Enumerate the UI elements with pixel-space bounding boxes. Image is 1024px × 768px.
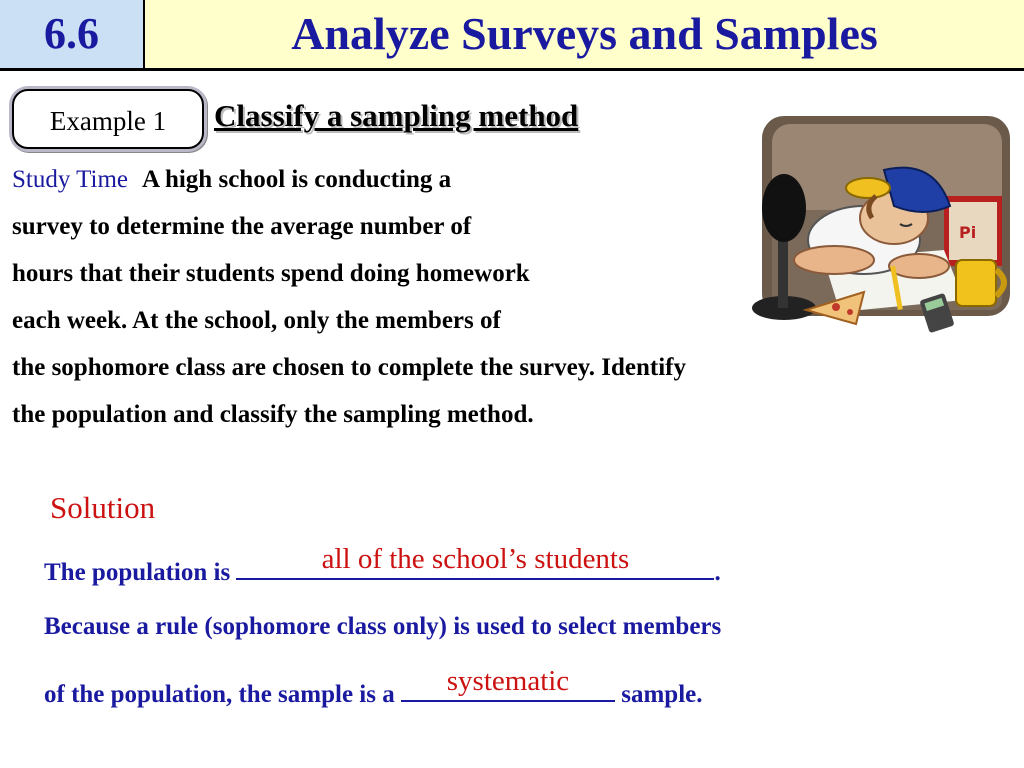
slide-header [0, 0, 1024, 71]
problem-label: Study Time [12, 166, 129, 193]
sample-suffix: sample. [621, 681, 703, 708]
problem-line-4: each week. At the school, only the members of [12, 307, 501, 334]
svg-text:Pi: Pi [959, 223, 977, 242]
sample-blank [401, 665, 615, 702]
problem-line-1 [12, 165, 451, 195]
problem-line-2: survey to determine the average number of [12, 213, 472, 240]
example-label: Example 1 [12, 89, 204, 149]
population-prefix: The population is [44, 559, 231, 586]
solution-heading: Solution [50, 490, 156, 525]
problem-line-5: the sophomore class are chosen to complete the survey. Identify [12, 354, 687, 381]
problem-line-6: the population and classify the sampling method. [12, 401, 534, 428]
problem-line-3: hours that their students spend doing homework [12, 260, 530, 287]
section-number-box [0, 0, 145, 68]
sample-answer: systematic [446, 665, 570, 697]
section-number: 6.6 [44, 9, 99, 58]
solution-line-2: Because a rule (sophomore class only) is used to select members [44, 613, 722, 640]
solution-line-3 [44, 665, 703, 709]
problem-text: A high school is conducting a [142, 166, 452, 193]
population-blank [236, 543, 714, 580]
population-answer: all of the school’s students [321, 543, 630, 575]
lesson-title: Analyze Surveys and Samples [291, 8, 878, 59]
example-heading: Classify a sampling method [214, 98, 579, 133]
solution-line-1 [44, 543, 721, 587]
population-suffix: . [714, 559, 721, 586]
sleeping-student-icon [744, 110, 1014, 360]
sample-prefix: of the population, the sample is a [44, 681, 395, 708]
